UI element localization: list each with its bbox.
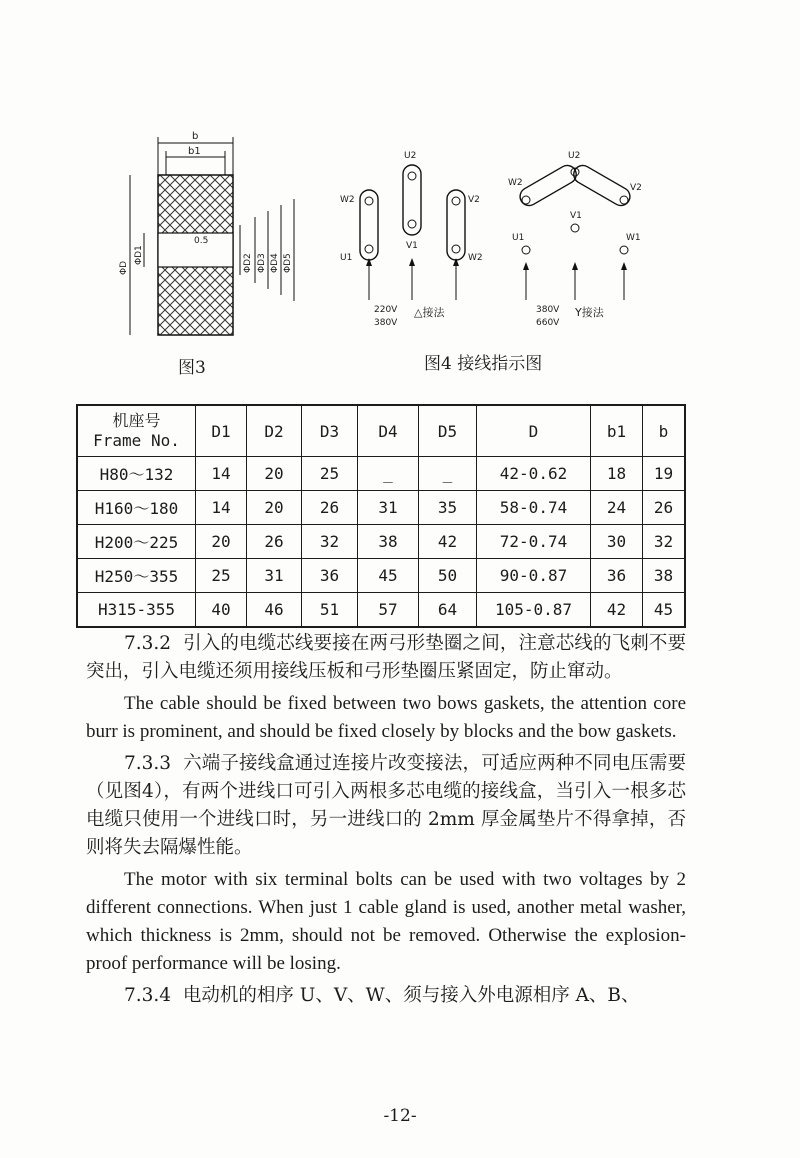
cell: 31 <box>247 559 302 593</box>
cell: 32 <box>643 525 686 559</box>
cell: 26 <box>247 525 302 559</box>
cell: 42-0.62 <box>477 457 591 491</box>
cell: 58-0.74 <box>477 491 591 525</box>
header-b: b <box>643 405 686 457</box>
cell: 45 <box>358 559 419 593</box>
paragraph-text: 电动机的相序 U、V、W、须与接入外电源相序 A、B、 <box>182 985 640 1006</box>
cell: 36 <box>302 559 358 593</box>
section-number: 7.3.4 <box>124 985 172 1006</box>
delta-voltage-1: 220V <box>374 305 398 315</box>
cell: 18 <box>591 457 643 491</box>
cell: 31 <box>358 491 419 525</box>
section-7-3-3-cn <box>86 750 686 862</box>
delta-label-v2: V2 <box>468 195 480 205</box>
header-d5: D5 <box>419 405 477 457</box>
cell: H80～132 <box>77 457 196 491</box>
header-d: D <box>477 405 591 457</box>
figure3-caption: 图3 <box>178 358 206 378</box>
delta-label-w2: W2 <box>340 195 355 205</box>
cell: H250～355 <box>77 559 196 593</box>
wye-label-w2: W2 <box>508 178 523 188</box>
figure3-drawing <box>100 125 320 340</box>
cell: 19 <box>643 457 686 491</box>
wye-label-u1: U1 <box>512 233 525 243</box>
paragraph-text: 引入的电缆芯线要接在两弓形垫圈之间，注意芯线的飞刺不要突出，引入电缆还须用接线压板和弓形垫圈压紧固定，防止窜动。 <box>86 633 686 682</box>
cell: 20 <box>247 491 302 525</box>
delta-label-w2b: W2 <box>468 253 483 263</box>
cell: 90-0.87 <box>477 559 591 593</box>
table-row <box>77 559 685 593</box>
header-d3: D3 <box>302 405 358 457</box>
wye-label-v1: V1 <box>570 211 582 221</box>
section-number: 7.3.2 <box>124 633 172 654</box>
delta-voltage-2: 380V <box>374 318 398 328</box>
table-row <box>77 491 685 525</box>
fig3-label-D2: ΦD2 <box>243 253 253 273</box>
cell: 20 <box>196 525 247 559</box>
cell: 42 <box>591 593 643 628</box>
fig3-label-D3: ΦD3 <box>257 253 267 273</box>
cell: 30 <box>591 525 643 559</box>
cell: 38 <box>643 559 686 593</box>
wye-voltage-1: 380V <box>536 305 560 315</box>
cell: 14 <box>196 491 247 525</box>
wye-voltage-2: 660V <box>536 318 560 328</box>
header-b1: b1 <box>591 405 643 457</box>
cell: 46 <box>247 593 302 628</box>
cell: 25 <box>302 457 358 491</box>
cell: 14 <box>196 457 247 491</box>
cell: H160～180 <box>77 491 196 525</box>
table-row <box>77 593 685 628</box>
cell: 40 <box>196 593 247 628</box>
section-7-3-3-en: The motor with six terminal bolts can be used with two voltages by 2 different connections. When just 1 cable gland is used, another metal washer, which thickness is 2mm, should not be removed. Otherwise the explosion-proof performance will be losing. <box>86 869 686 974</box>
paragraph-text: 六端子接线盒通过连接片改变接法，可适应两种不同电压需要（见图4），有两个进线口可引入两根多芯电缆的接线盒，当引入一根多芯电缆只使用一个进线口时，另一进线口的 2mm 厚金属垫片不得拿掉，否则将失去隔爆性能。 <box>86 753 686 858</box>
cell: 51 <box>302 593 358 628</box>
cell: 50 <box>419 559 477 593</box>
cell: 35 <box>419 491 477 525</box>
delta-label-v1: V1 <box>406 241 418 251</box>
delta-method: △接法 <box>414 306 445 319</box>
page-number: -12- <box>383 1106 417 1126</box>
section-7-3-2-cn <box>86 630 686 686</box>
fig3-label-D5: ΦD5 <box>283 253 293 273</box>
dimension-table <box>76 404 686 628</box>
cell: 64 <box>419 593 477 628</box>
cell: 38 <box>358 525 419 559</box>
cell: 72-0.74 <box>477 525 591 559</box>
cell: _ <box>358 457 419 491</box>
header-frame-en: Frame No. <box>93 431 180 450</box>
cell: 20 <box>247 457 302 491</box>
fig3-label-D: ΦD <box>119 260 129 275</box>
fig3-label-b1: b1 <box>188 146 201 157</box>
fig3-label-b: b <box>192 131 199 142</box>
section-7-3-2-en: The cable should be fixed between two bows gaskets, the attention core burr is prominent, and should be fixed closely by blocks and the bow gaskets. <box>86 693 686 742</box>
table-row <box>77 525 685 559</box>
cell: 42 <box>419 525 477 559</box>
cell: 26 <box>643 491 686 525</box>
table-row <box>77 457 685 491</box>
cell: _ <box>419 457 477 491</box>
wye-label-u2: U2 <box>568 151 581 161</box>
section-7-3-4-cn <box>86 982 686 1010</box>
fig3-label-D1: ΦD1 <box>134 245 144 265</box>
cell: 105-0.87 <box>477 593 591 628</box>
table-header-row <box>77 405 685 457</box>
cell: H315-355 <box>77 593 196 628</box>
wye-label-w1: W1 <box>626 233 641 243</box>
header-d2: D2 <box>247 405 302 457</box>
cell: H200～225 <box>77 525 196 559</box>
fig3-label-D4: ΦD4 <box>270 253 280 273</box>
cell: 36 <box>591 559 643 593</box>
cell: 57 <box>358 593 419 628</box>
body-text <box>86 630 686 1010</box>
header-frame-cn: 机座号 <box>112 411 161 430</box>
wye-method: Y接法 <box>575 306 604 319</box>
wye-label-v2: V2 <box>630 183 642 193</box>
cell: 26 <box>302 491 358 525</box>
cell: 45 <box>643 593 686 628</box>
cell: 32 <box>302 525 358 559</box>
figure4-caption: 图4 接线指示图 <box>424 354 543 374</box>
cell: 25 <box>196 559 247 593</box>
fig3-label-dim: 0.5 <box>194 236 209 246</box>
delta-label-u2: U2 <box>404 151 417 161</box>
header-d4: D4 <box>358 405 419 457</box>
header-frame <box>77 405 196 457</box>
cell: 24 <box>591 491 643 525</box>
header-d1: D1 <box>196 405 247 457</box>
delta-label-u1: U1 <box>340 253 353 263</box>
figure4-drawing <box>330 140 660 340</box>
section-number: 7.3.3 <box>124 753 172 774</box>
